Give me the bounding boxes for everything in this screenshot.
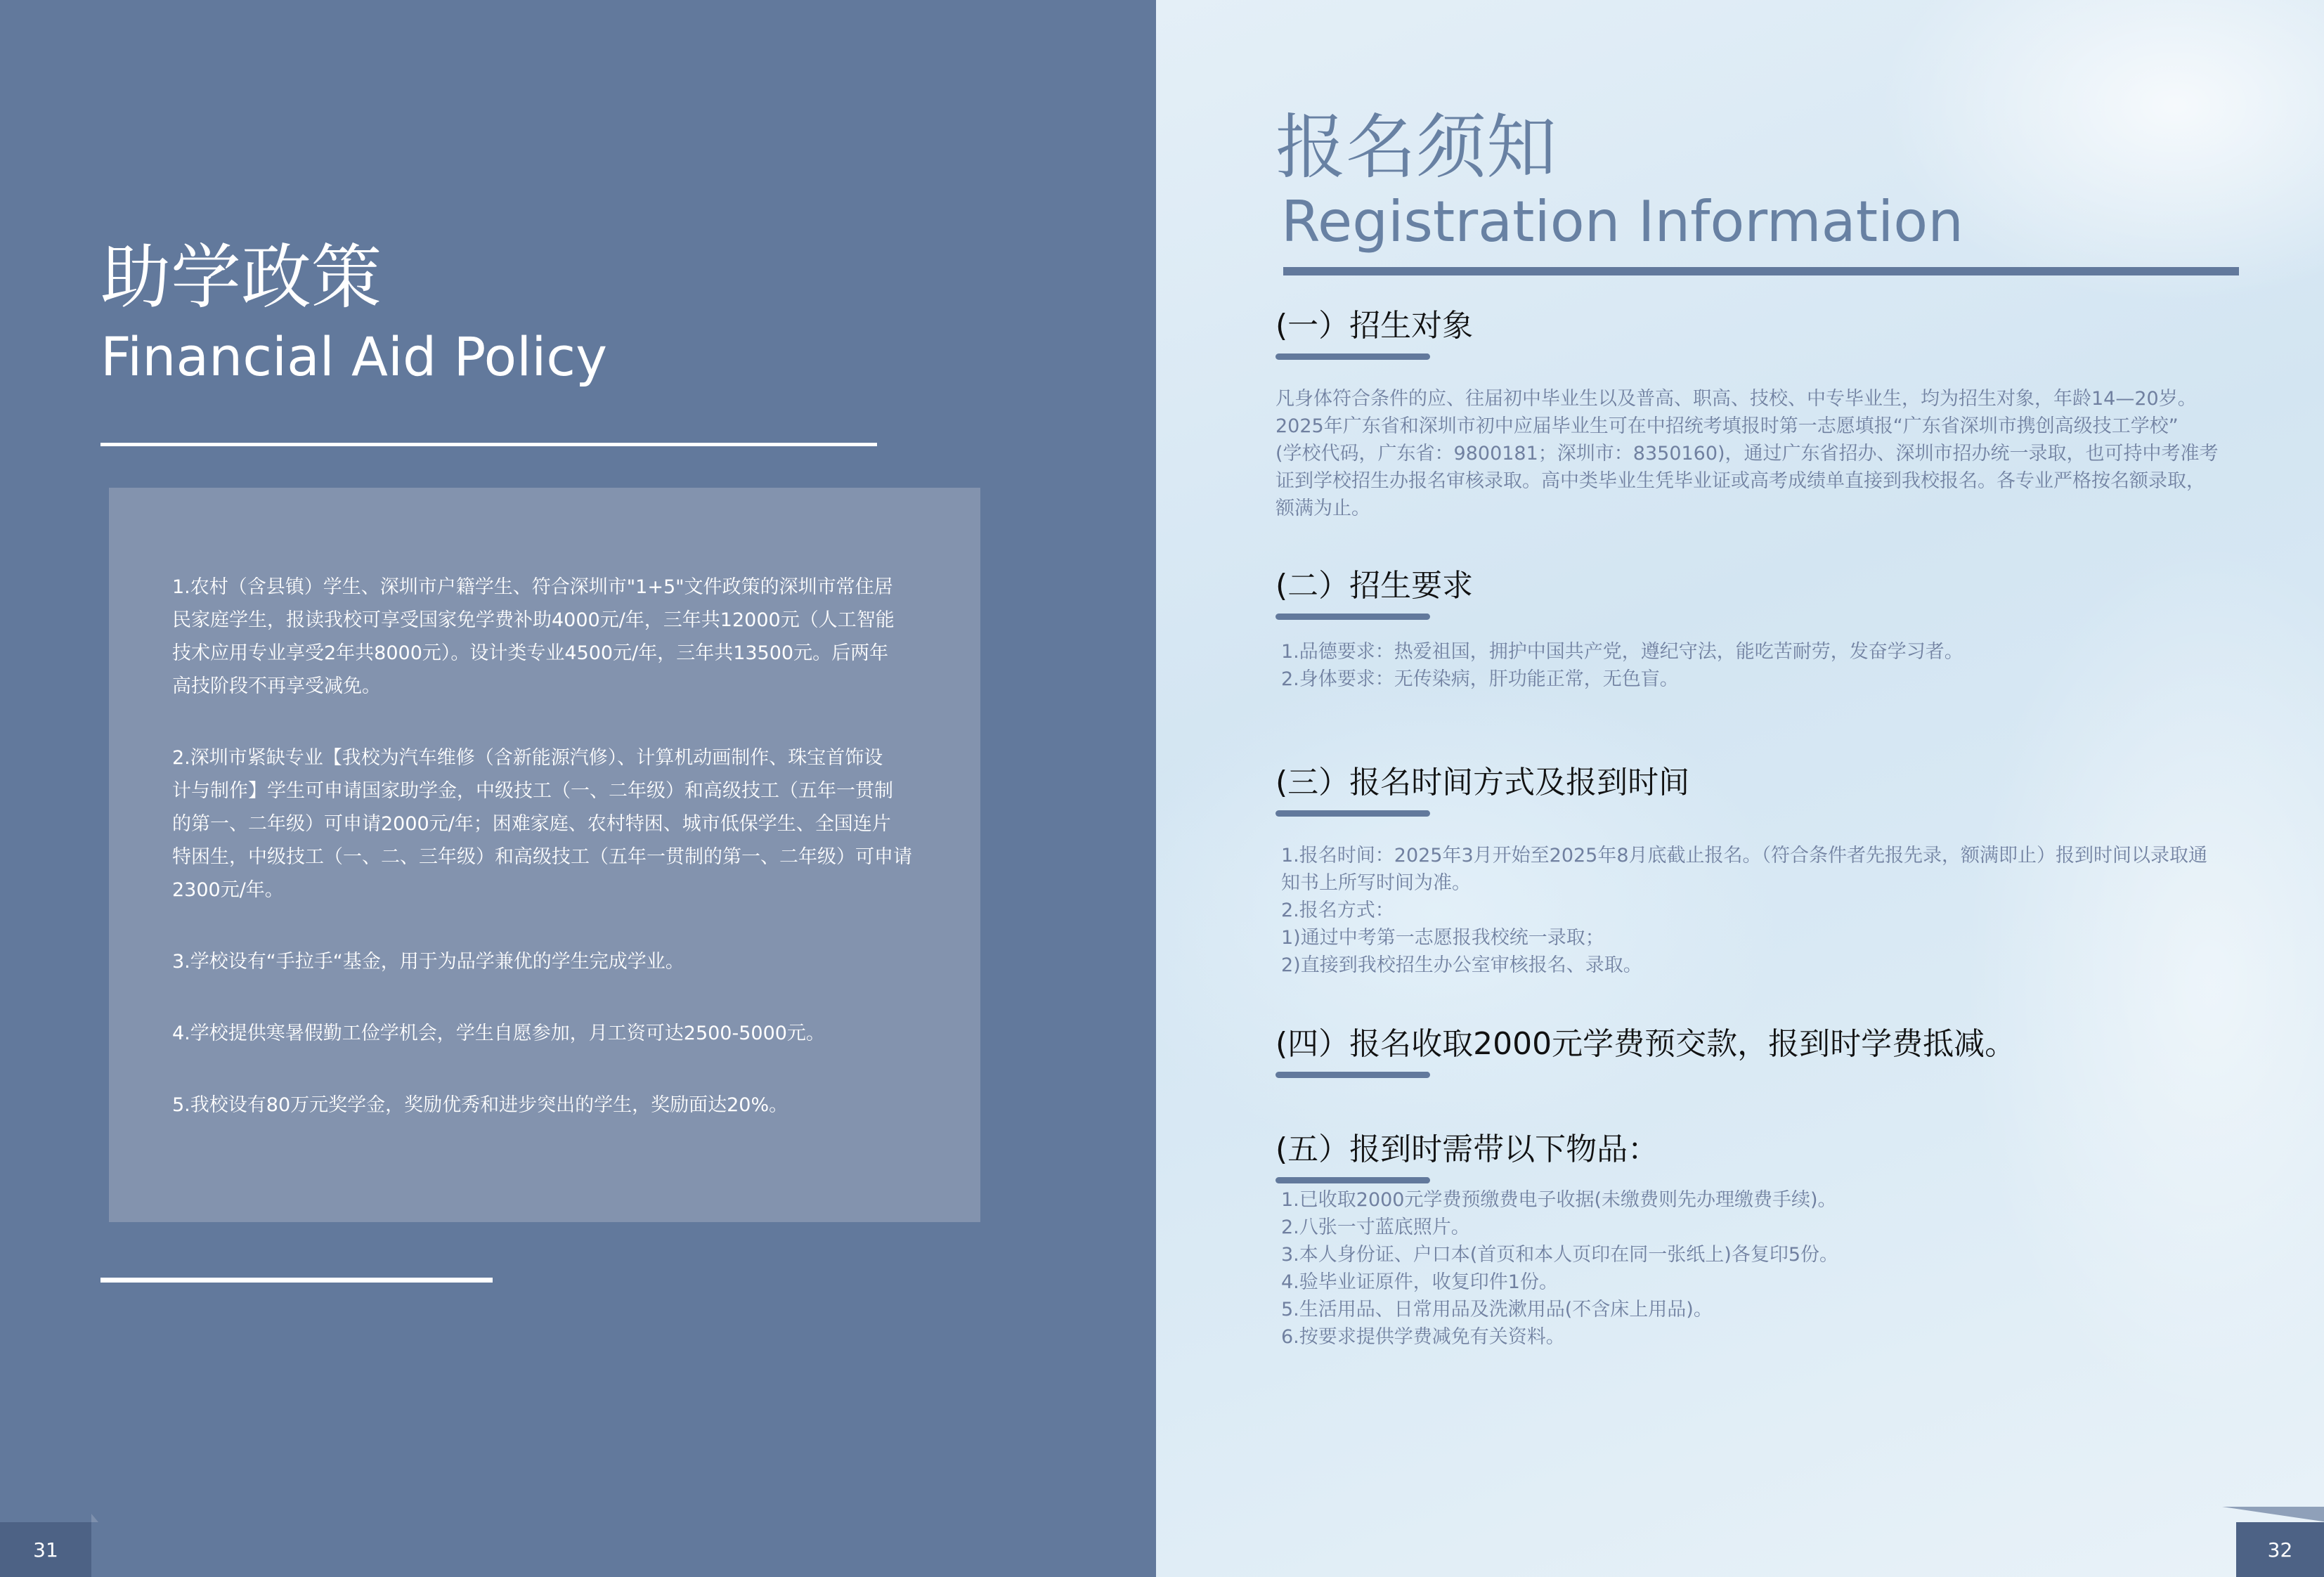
left-page xyxy=(0,0,1156,1577)
page-title-cn: 助学政策 xyxy=(100,236,382,318)
section-underline xyxy=(1275,1177,1430,1183)
section-heading: (一）招生对象 xyxy=(1275,308,1474,344)
title-divider xyxy=(100,443,877,446)
section-items-to-bring xyxy=(1275,1131,2273,1351)
title-divider xyxy=(1283,267,2239,275)
section-underline xyxy=(1275,353,1430,360)
page-number-right: 32 xyxy=(2236,1522,2324,1577)
section-heading: (四）报名收取2000元学费预交款，报到时学费抵减。 xyxy=(1275,1026,2016,1062)
section-enrollment-targets xyxy=(1275,308,2273,522)
section-registration-time xyxy=(1275,765,2273,979)
policy-item-2: 2.深圳市紧缺专业【我校为汽车维修（含新能源汽修）、计算机动画制作、珠宝首饰设 计与制作】学生可申请国家助学金，中级技工（一、二年级）和高级技工（五年一贯制 的第一、二年级）可申请2000元/年；困难家庭、农村特困、城市低保学生、全国连片 特困生，中级技工（一、二、三年级）和高级技工（五年一贯制的第一、二年级）可申请 2300元/年。 xyxy=(172,747,912,901)
section-heading: (三）报名时间方式及报到时间 xyxy=(1275,765,1690,800)
page-title-cn: 报名须知 xyxy=(1275,106,1557,188)
page-number-left: 31 xyxy=(0,1522,91,1577)
section-text: 凡身体符合条件的应、往届初中毕业生以及普高、职高、技校、中专毕业生，均为招生对象，年龄14—20岁。 2025年广东省和深圳市初中应届毕业生可在中招统考填报时第一志愿填报“广东省深圳市携创高级技工学校” (学校代码，广东省：9800181；深圳市：8350160)，通过广东省招办、深圳市招办统一录取，也可持中考准考 证到学校招生办报名审核录取。高中类毕业生凭毕业证或高考成绩单直接到我校报名。各专业严格按名额录取， 额满为止。 xyxy=(1275,387,2219,519)
section-requirements xyxy=(1275,568,2273,693)
section-underline xyxy=(1275,1072,1430,1078)
section-deposit xyxy=(1275,1026,2273,1078)
policy-item-4: 4.学校提供寒暑假勤工俭学机会，学生自愿参加，月工资可达2500-5000元。 xyxy=(172,1023,825,1044)
page-title-en: Registration Information xyxy=(1281,189,1963,254)
policy-item-1: 1.农村（含县镇）学生、深圳市户籍学生、符合深圳市"1+5"文件政策的深圳市常住居 民家庭学生，报读我校可享受国家免学费补助4000元/年，三年共12000元（人工智能 技术应用专业享受2年共8000元）。设计类专业4500元/年，三年共13500元。后两年 高技阶段不再享受减免。 xyxy=(172,576,895,697)
section-text: 1.已收取2000元学费预缴费电子收据(未缴费则先办理缴费手续)。 2.八张一寸蓝底照片。 3.本人身份证、户口本(首页和本人页印在同一张纸上)各复印5份。 4.验毕业证原件，收复印件1份。 5.生活用品、日常用品及洗漱用品(不含床上用品)。 6.按要求提供学费减免有关资料。 xyxy=(1281,1188,1839,1348)
policy-box xyxy=(109,488,980,1222)
page-title-en: Financial Aid Policy xyxy=(100,325,608,388)
policy-item-3: 3.学校设有“手拉手“基金，用于为品学兼优的学生完成学业。 xyxy=(172,951,684,973)
section-text: 1.报名时间：2025年3月开始至2025年8月底截止报名。（符合条件者先报先录，额满即止）报到时间以录取通 知书上所写时间为准。 2.报名方式： 1)通过中考第一志愿报我校统一录取； 2)直接到我校招生办公室审核报名、录取。 xyxy=(1281,844,2208,976)
section-heading: (五）报到时需带以下物品： xyxy=(1275,1131,1659,1167)
right-page xyxy=(1156,0,2324,1577)
bottom-divider xyxy=(100,1278,493,1283)
section-underline xyxy=(1275,810,1430,817)
section-text: 1.品德要求：热爱祖国，拥护中国共产党，遵纪守法，能吃苦耐劳，发奋学习者。 2.身体要求：无传染病，肝功能正常，无色盲。 xyxy=(1281,640,1963,690)
section-underline xyxy=(1275,614,1430,620)
policy-item-5: 5.我校设有80万元奖学金，奖励优秀和进步突出的学生，奖励面达20%。 xyxy=(172,1094,788,1116)
section-heading: (二）招生要求 xyxy=(1275,568,1474,604)
